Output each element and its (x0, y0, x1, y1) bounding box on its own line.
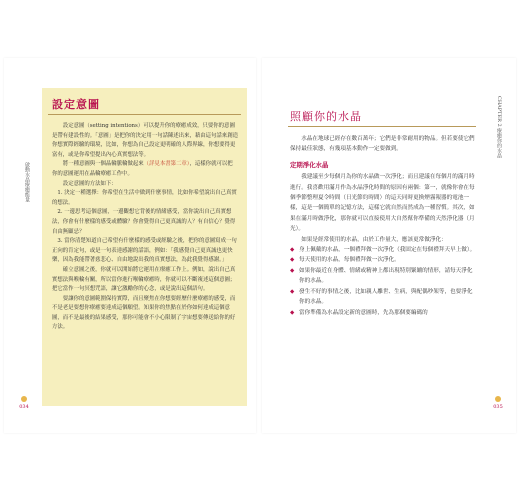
chapter-reference: （詳見本書第二章） (143, 161, 190, 168)
list-item: 2. 一邊思考這個意圖，一邊觀想它背後的情緒感受，當你說出自己真實想法，你會有什麼樣的感受或體驗？你會覺得自己更真誠的人？有自信心？覺得自由無顧忌？ (52, 209, 236, 235)
paragraph: 確立意圖之後，你就可以開始將它運用在療癒工作上。例如，說出自己真實想法與喉輪有關，所以當你進行喉輪療癒時，你就可以不斷複述這個意圖；把它當作一句冥想咒語，讓它激勵你的心念，或是說出這個語句。 (52, 266, 236, 293)
left-page-number: 034 (16, 396, 32, 410)
paragraph: 水晶在地球已經存在數百萬年；它們是非常耐用的物品。但若要使它們保持最佳狀態，有幾項基本動作一定要做到。 (290, 136, 475, 153)
list-item: ◆ 如果你最近在身體、情緒或精神上都出現特別緊繃的情形，請每天淨化你的水晶。 (290, 267, 473, 285)
paragraph: 將一種意圖與一個晶輪脈輪做起來（詳見本書第二章），這樣你就可以把你的意圖運用在晶輪療癒工作中。 (52, 161, 233, 177)
bullet-icon: ◆ (290, 257, 295, 264)
list-item: ◆ 發生不好的事情之後，比如親人離世、生病，與配偶吵架等，也要淨化你的水晶。 (290, 288, 473, 306)
left-title-divider (48, 114, 241, 115)
paragraph: 設定意圖的方法如下： (62, 180, 117, 187)
page-marker-icon (495, 396, 501, 402)
right-title-divider (288, 126, 476, 127)
right-running-header: CHAPTER 2 療癒你的水晶 (496, 96, 502, 159)
list-item: 3. 當你清楚知道自己希望有什麼樣的感受或經驗之後，把你的意圖寫成一句正向的肯定句，或是一句表達感謝的話語，例如：「我感覺自己更真誠也更快樂，因為我能帶著慈悲心、自由地說出我的真實想法，為此我覺得感謝。」 (52, 238, 237, 264)
paragraph: 如果是經常使用的水晶，由於工作量大，應該更常做淨化： (301, 236, 447, 243)
left-body-text (52, 122, 238, 333)
bullet-icon: ◆ (290, 288, 295, 295)
paragraph: 要讓你的意圖範圍保持實際，而且聚焦在你想要經歷什麼療癒的感受，而不是老是要想你療癒要達成這個願望。知果你的焦點在於你如何達成這個意圖，而不是最後的結果感受，那你可能會不小心限制了宇宙想要傳送給你的好方法。 (52, 295, 236, 331)
left-page (4, 58, 256, 433)
right-page-number: 035 (490, 396, 506, 410)
list-item: ◆ 身上佩戴的水晶，一個禮拜做一次淨化（我固定在每個禮拜天早上做）。 (290, 245, 476, 255)
bullet-icon: ◆ (290, 267, 295, 274)
bullet-icon: ◆ (290, 247, 295, 254)
paragraph: 設定意圖（setting intentions）可以提升你的療癒成效，只要你的意圖是帶有建設性的。「意圖」是把你的決定用一句話陳述出來，藉由這句話來創造你想實際經驗的環境，比如，你想為自己設定更明確的人際界線，你想要得更富有，或是你希望提出內心真實想法等。 (52, 123, 238, 158)
list-item: 1. 決定一種選擇：你希望在生活中做到什麼事情，比如你希望說出自己真實的想法。 (52, 190, 237, 206)
list-item: ◆ 每天使用的水晶，每個禮拜做一次淨化。 (290, 255, 476, 265)
left-page-title: 設定意圖 (52, 98, 100, 111)
page-marker-icon (21, 396, 27, 402)
list-item: ◆ 當你準備為水晶設定新的意圖時，先為那個要編碼的 (290, 308, 476, 318)
section-subheading: 定期淨化水晶 (290, 160, 329, 169)
right-page-title: 照顧你的水晶 (290, 110, 362, 123)
right-page (262, 58, 516, 433)
left-running-header: 啟動水晶療癒能量 (24, 162, 30, 202)
bullet-icon: ◆ (290, 309, 295, 316)
right-body-text (290, 134, 476, 318)
paragraph: 我建議至少每個月為你的水晶做一次淨化；而且建議在每個月的滿月時進行。我喜歡用滿月作為水晶淨化時間的原因有兩個：第一，就像你會在每個季節整理夏令時間（日光節約時間）的這天同時更換煙霧報器的電池一樣，這是一個簡單的記憶方法，這樣它就自然而然成為一種習慣。其次，如果在滿月時做淨化，那你就可以直接使用大自然幫你準備的天然淨化器（月光）。 (290, 174, 475, 233)
